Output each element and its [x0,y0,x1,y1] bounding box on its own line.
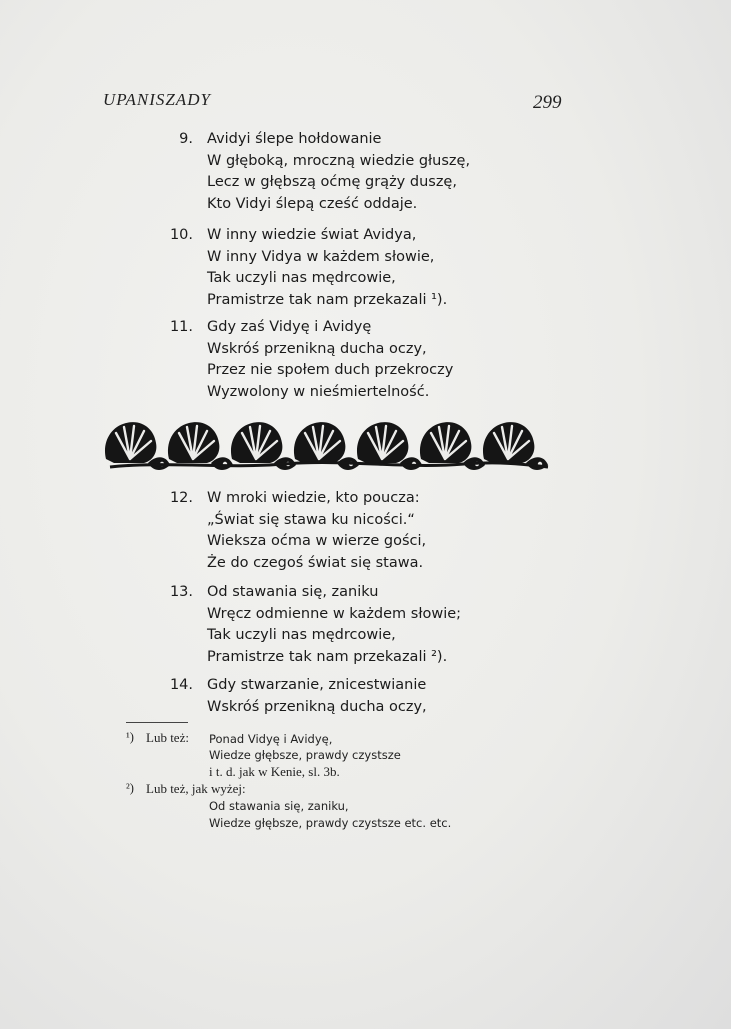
verse-line: Gdy stwarzanie, znicestwianie [207,677,427,693]
verse-line: W inny wiedzie świat Avidya, [207,227,417,243]
verse-10 [155,225,515,311]
verse-line: Pramistrze tak nam przekazali ²). [207,648,448,665]
verse-14 [155,675,515,718]
verse-line: Wręcz odmienne w każdem słowie; [207,605,462,622]
verse-number: 13. [169,584,193,600]
verse-number: 14. [169,677,193,693]
verse-line: Od stawania się, zaniku [207,584,379,600]
verse-11 [155,317,515,403]
verse-line: Przez nie społem duch przekroczy [207,362,454,378]
footnote-2-mark: ²) [126,781,134,795]
verse-line: Wskróś przenikną ducha oczy, [207,340,427,357]
footnote-1-line: Ponad Vidyę i Avidyę, [209,732,333,746]
verse-line: Kto Vidyi ślepą cześć oddaje. [207,195,418,212]
footnote-1-intro: Lub też: [146,730,189,745]
verse-number: 11. [169,319,193,335]
verse-13 [155,582,515,668]
ornament-band-icon [104,417,550,471]
footnote-1-reference: i t. d. jak w Kenie, sl. 3b. [209,764,340,779]
running-title: UPANISZADY [103,90,211,109]
verse-line: W inny Vidya w każdem słowie, [207,248,435,265]
verse-line: Tak uczyli nas mędrcowie, [207,627,396,643]
verse-number: 9. [179,131,193,147]
verse-line: Że do czegoś świat się stawa. [207,554,424,571]
verse-number: 10. [169,227,193,243]
verse-line: Gdy zaś Vidyę i Avidyę [207,319,372,335]
verse-number: 12. [169,490,193,506]
verse-line: Pramistrze tak nam przekazali ¹). [207,291,448,308]
verse-9 [155,129,515,215]
footnote-2-line: Od stawania się, zaniku, [209,799,349,813]
verse-12 [155,488,515,574]
verse-line: W głęboką, mroczną wiedzie głuszę, [207,152,471,169]
verse-line: „Świat się stawa ku nicości.“ [207,511,415,528]
verse-line: Avidyi ślepe hołdowanie [207,131,382,147]
footnote-1-line: Wiedze głębsze, prawdy czystsze [209,748,401,762]
verse-line: Lecz w głębszą oćmę grąży duszę, [207,174,457,190]
verse-line: W mroki wiedzie, kto poucza: [207,490,420,506]
verse-line: Wyzwolony w nieśmiertelność. [207,383,430,400]
footnote-2-intro: Lub też, jak wyżej: [146,781,246,796]
verse-line: Tak uczyli nas mędrcowie, [207,270,396,286]
verse-line: Wieksza oćma w wierze gości, [207,533,427,549]
page-number: 299 [533,92,562,113]
footnote-2-line: Wiedze głębsze, prawdy czystsze etc. etc. [209,816,452,830]
footnote-1-mark: ¹) [126,730,134,744]
verse-line: Wskróś przenikną ducha oczy, [207,698,427,715]
footnote-rule [126,722,188,723]
